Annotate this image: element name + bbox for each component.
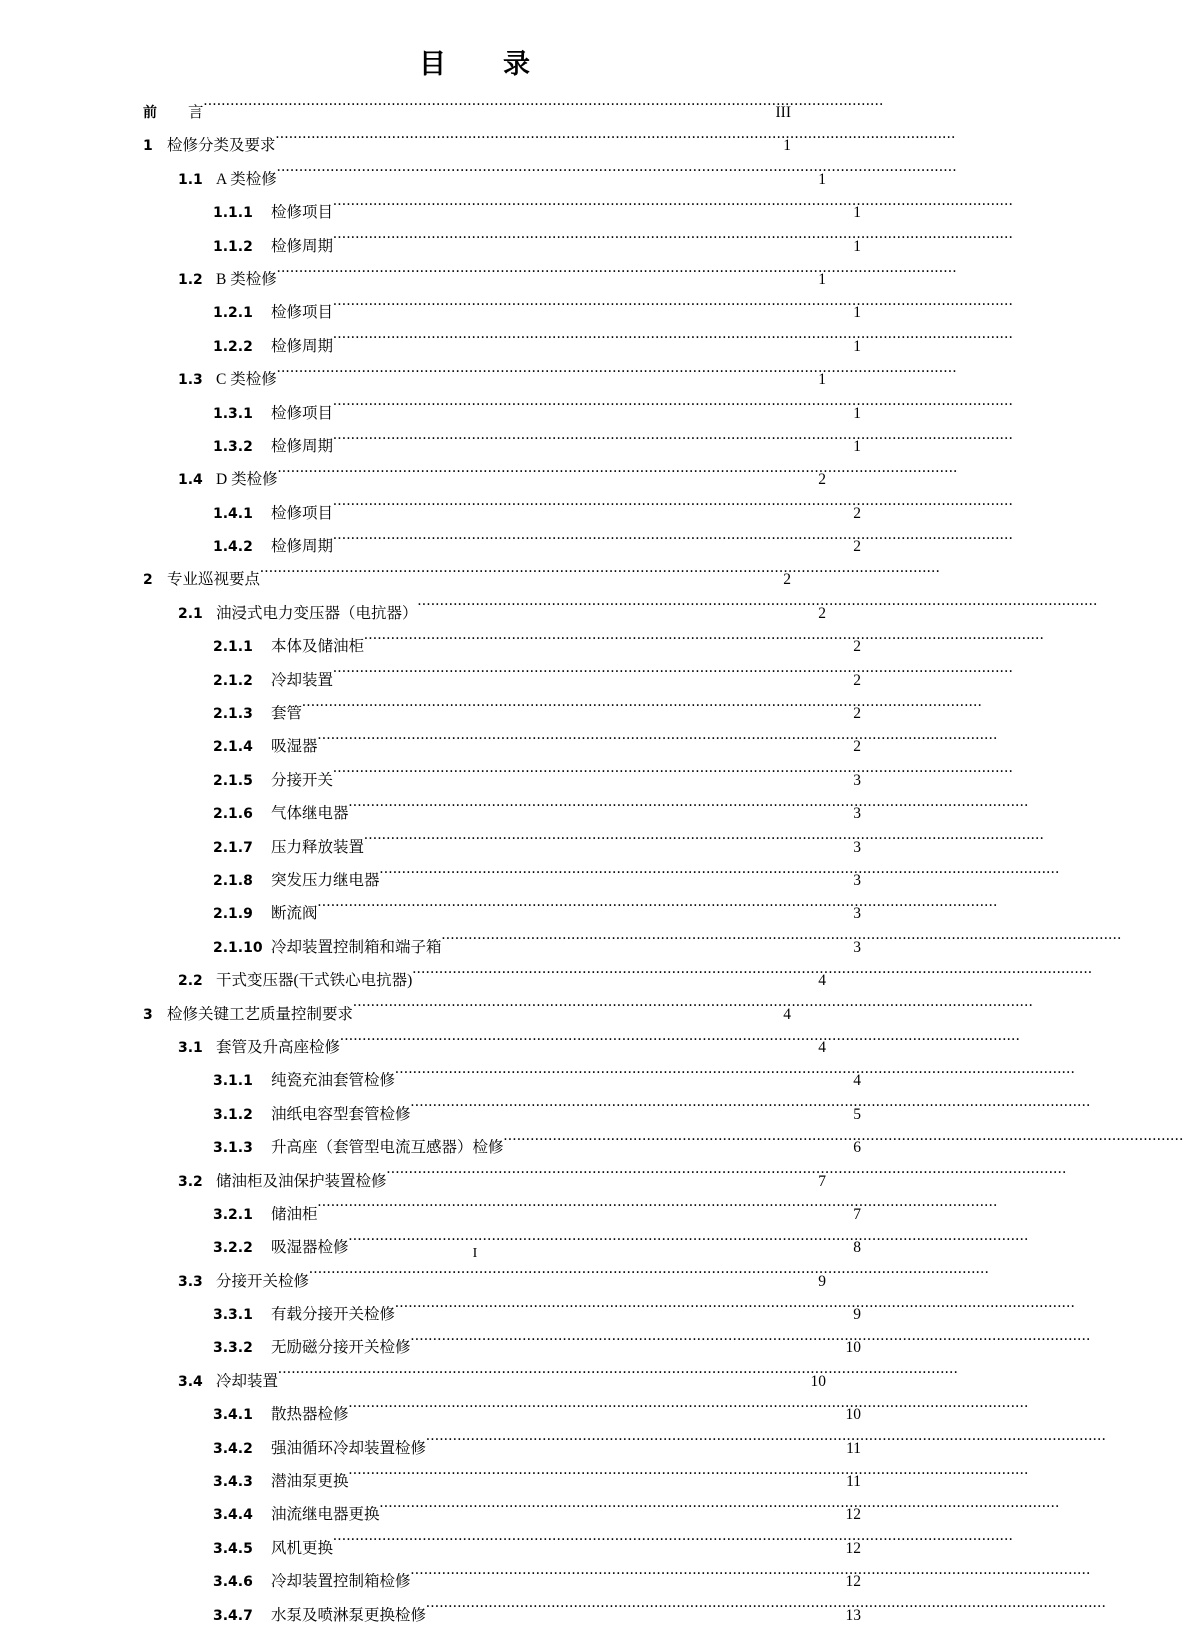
toc-leader-dots xyxy=(333,536,846,552)
toc-entry-page-number: 2 xyxy=(853,504,861,522)
toc-entry-number: 1.2.1 xyxy=(213,305,253,322)
toc-leader-dots xyxy=(333,202,846,218)
toc-entry-label: 散热器检修 xyxy=(271,1406,349,1424)
toc-entry-label: 分接开关 xyxy=(271,771,334,789)
toc-entry-label: 断流阀 xyxy=(271,905,318,923)
toc-entry-number: 3.3 xyxy=(178,1273,203,1290)
toc-leader-dots xyxy=(353,1003,776,1019)
toc-entry-label: 压力释放装置 xyxy=(271,838,365,856)
toc-entry-number: 1.3 xyxy=(178,372,203,389)
toc-entry-page-number: 3 xyxy=(853,771,861,789)
toc-entry-page-number: 11 xyxy=(846,1473,861,1491)
toc-entry-number: 1.4.1 xyxy=(213,505,253,522)
toc-entry-number: 1.2 xyxy=(178,271,203,288)
toc-entry-page-number: III xyxy=(775,104,791,121)
toc-leader-dots xyxy=(349,1471,846,1487)
toc-entry-number: 1.3.1 xyxy=(213,405,253,422)
toc-entry-page-number: 1 xyxy=(783,137,791,155)
toc-entry-label: B 类检修 xyxy=(216,270,277,288)
toc-entry-page-number: 1 xyxy=(853,304,861,322)
toc-leader-dots xyxy=(504,1137,846,1153)
toc-entry-label: 纯瓷充油套管检修 xyxy=(271,1072,396,1090)
toc-leader-dots xyxy=(276,135,776,151)
toc-leader-dots xyxy=(333,1537,844,1553)
toc-entry-label: 吸湿器检修 xyxy=(271,1239,349,1257)
toc-entry-page-number: 1 xyxy=(818,371,826,389)
toc-entry-label: 油纸电容型套管检修 xyxy=(271,1105,411,1123)
toc-entry-number: 3.1.2 xyxy=(213,1106,253,1123)
toc-entry-label: 言 xyxy=(157,104,204,121)
toc-leader-dots xyxy=(277,268,811,284)
toc-entry-number: 3.1.3 xyxy=(213,1140,253,1157)
toc-entry-page-number: 3 xyxy=(853,938,861,956)
toc-leader-dots xyxy=(277,369,811,385)
toc-leader-dots xyxy=(411,1571,845,1587)
toc-entry-number: 1.3.2 xyxy=(213,438,253,455)
toc-entry-label: 储油柜 xyxy=(271,1205,318,1223)
toc-leader-dots xyxy=(333,435,846,451)
toc-leader-dots xyxy=(364,636,846,652)
toc-entry-label: 油浸式电力变压器（电抗器） xyxy=(216,604,418,622)
toc-leader-dots xyxy=(380,869,846,885)
toc-entry-page-number: 1 xyxy=(853,404,861,422)
toc-entry-label: 检修周期 xyxy=(271,437,334,455)
toc-leader-dots xyxy=(278,1370,809,1386)
toc-entry-number: 3.2.1 xyxy=(213,1206,253,1223)
toc-entry-number: 1.4 xyxy=(178,472,203,489)
toc-entry-label: 冷却装置 xyxy=(216,1372,279,1390)
toc-leader-dots xyxy=(418,602,811,618)
toc-leader-dots xyxy=(340,1036,811,1052)
toc-entry-label: 套管及升高座检修 xyxy=(216,1038,341,1056)
toc-leader-dots xyxy=(333,302,846,318)
toc-entry-page-number: 12 xyxy=(845,1506,861,1524)
toc-entry-number: 3.3.1 xyxy=(213,1307,253,1324)
toc-entry-page-number: 1 xyxy=(818,270,826,288)
toc-leader-dots xyxy=(411,1103,846,1119)
toc-entry-number: 1.4.2 xyxy=(213,539,253,556)
toc-leader-dots xyxy=(426,1437,845,1453)
toc-entry-page-number: 2 xyxy=(853,638,861,656)
toc-entry-number: 1.2.2 xyxy=(213,338,253,355)
toc-leader-dots xyxy=(333,335,846,351)
toc-entry-page-number: 10 xyxy=(845,1339,861,1357)
toc-entry-label: 无励磁分接开关检修 xyxy=(271,1339,411,1357)
toc-entry-page-number: 1 xyxy=(818,170,826,188)
toc-entry-label: 气体继电器 xyxy=(271,805,349,823)
toc-entry-label: 冷却装置控制箱和端子箱 xyxy=(271,938,442,956)
toc-entry-label: C 类检修 xyxy=(216,371,277,389)
toc-entry[interactable] xyxy=(143,1599,861,1632)
toc-leader-dots xyxy=(333,402,846,418)
toc-leader-dots xyxy=(411,1337,845,1353)
toc-entry-label: 分接开关检修 xyxy=(216,1272,310,1290)
toc-entry-page-number: 6 xyxy=(853,1139,861,1157)
toc-leader-dots xyxy=(349,1404,845,1420)
toc-entry-label: 本体及储油柜 xyxy=(271,638,365,656)
toc-leader-dots xyxy=(333,769,846,785)
toc-entry-number: 2.1.2 xyxy=(213,672,253,689)
toc-entry-label: 套管 xyxy=(271,705,303,723)
toc-entry-page-number: 1 xyxy=(853,337,861,355)
toc-leader-dots xyxy=(395,1070,846,1086)
table-of-contents xyxy=(143,96,861,1632)
toc-leader-dots xyxy=(364,836,846,852)
toc-entry-number: 3.2 xyxy=(178,1173,203,1190)
toc-entry-page-number: 13 xyxy=(845,1606,861,1624)
toc-entry-page-number: 1 xyxy=(853,237,861,255)
toc-entry-label: 检修分类及要求 xyxy=(167,137,276,155)
toc-entry-page-number: 12 xyxy=(845,1573,861,1591)
toc-entry-page-number: 4 xyxy=(783,1005,791,1023)
toc-entry-label: 水泵及喷淋泵更换检修 xyxy=(271,1606,427,1624)
toc-leader-dots xyxy=(278,469,811,485)
toc-entry-page-number: 4 xyxy=(818,1038,826,1056)
toc-entry-number: 2.1.9 xyxy=(213,906,253,923)
toc-entry-label: 检修项目 xyxy=(271,204,334,222)
toc-entry-number: 1 xyxy=(143,138,153,155)
toc-entry-label: 检修项目 xyxy=(271,504,334,522)
toc-entry-number: 2.1 xyxy=(178,605,203,622)
toc-entry-number: 2.1.5 xyxy=(213,772,253,789)
toc-entry-page-number: 4 xyxy=(818,972,826,990)
toc-entry-label: 检修项目 xyxy=(271,304,334,322)
toc-entry-page-number: 11 xyxy=(846,1439,861,1457)
toc-entry-page-number: 3 xyxy=(853,805,861,823)
toc-entry-number: 2.1.3 xyxy=(213,706,253,723)
toc-leader-dots xyxy=(302,703,846,719)
toc-entry-number: 3.1.1 xyxy=(213,1073,253,1090)
toc-leader-dots xyxy=(442,936,846,952)
toc-entry-number: 前 xyxy=(143,105,157,121)
toc-leader-dots xyxy=(395,1304,846,1320)
toc-entry-number: 1.1.2 xyxy=(213,238,253,255)
toc-leader-dots xyxy=(333,669,846,685)
toc-entry-label: 风机更换 xyxy=(271,1539,334,1557)
toc-entry-label: 储油柜及油保护装置检修 xyxy=(216,1172,387,1190)
toc-entry-label: 专业巡视要点 xyxy=(167,571,261,589)
toc-entry-label: 冷却装置 xyxy=(271,671,334,689)
toc-entry-number: 2.1.6 xyxy=(213,806,253,823)
toc-leader-dots xyxy=(277,168,811,184)
toc-entry-number: 3.1 xyxy=(178,1039,203,1056)
toc-entry-label: D 类检修 xyxy=(216,471,278,489)
toc-entry-number: 2.1.1 xyxy=(213,639,253,656)
toc-entry-page-number: 9 xyxy=(818,1272,826,1290)
toc-entry-page-number: 4 xyxy=(853,1072,861,1090)
toc-entry-page-number: 9 xyxy=(853,1306,861,1324)
toc-entry-label: 潜油泵更换 xyxy=(271,1473,349,1491)
toc-entry-page-number: 2 xyxy=(853,738,861,756)
toc-leader-dots xyxy=(387,1170,811,1186)
toc-entry-number: 2.1.7 xyxy=(213,839,253,856)
toc-entry-number: 2.1.8 xyxy=(213,872,253,889)
toc-entry-page-number: 12 xyxy=(845,1539,861,1557)
toc-entry-page-number: 2 xyxy=(853,538,861,556)
toc-leader-dots xyxy=(318,736,846,752)
toc-entry-page-number: 10 xyxy=(845,1406,861,1424)
toc-leader-dots xyxy=(309,1270,811,1286)
toc-entry-number: 3.4.6 xyxy=(213,1574,253,1591)
toc-entry-page-number: 2 xyxy=(818,471,826,489)
toc-entry-page-number: 7 xyxy=(818,1172,826,1190)
toc-entry-page-number: 1 xyxy=(853,204,861,222)
toc-entry-label: 干式变压器(干式铁心电抗器) xyxy=(216,972,413,990)
toc-entry-label: 强油循环冷却装置检修 xyxy=(271,1439,427,1457)
toc-entry-page-number: 3 xyxy=(853,871,861,889)
toc-entry-page-number: 3 xyxy=(853,838,861,856)
toc-entry-number: 3.2.2 xyxy=(213,1240,253,1257)
toc-entry-label: 检修项目 xyxy=(271,404,334,422)
toc-leader-dots xyxy=(333,235,846,251)
toc-entry-number: 3.3.2 xyxy=(213,1340,253,1357)
toc-entry-page-number: 8 xyxy=(853,1239,861,1257)
toc-entry-page-number: 2 xyxy=(853,671,861,689)
toc-leader-dots xyxy=(380,1504,845,1520)
toc-entry-number: 3.4.1 xyxy=(213,1407,253,1424)
toc-entry-label: 冷却装置控制箱检修 xyxy=(271,1573,411,1591)
toc-leader-dots xyxy=(412,970,811,986)
toc-entry-page-number: 2 xyxy=(853,705,861,723)
toc-leader-dots xyxy=(318,1203,846,1219)
toc-leader-dots xyxy=(333,502,846,518)
toc-entry-number: 1.1.1 xyxy=(213,205,253,222)
toc-entry-number: 3.4.3 xyxy=(213,1474,253,1491)
toc-entry-page-number: 2 xyxy=(783,571,791,589)
toc-entry-label: A 类检修 xyxy=(216,170,277,188)
toc-entry-number: 3.4 xyxy=(178,1373,203,1390)
page-number-folio: I xyxy=(472,1246,478,1261)
toc-leader-dots xyxy=(204,102,775,118)
toc-entry-number: 3.4.4 xyxy=(213,1507,253,1524)
toc-entry-number: 1.1 xyxy=(178,171,203,188)
toc-leader-dots xyxy=(260,569,776,585)
toc-entry-page-number: 1 xyxy=(853,437,861,455)
toc-entry-number: 2.1.10 xyxy=(213,939,263,956)
toc-leader-dots xyxy=(349,803,846,819)
toc-entry-page-number: 2 xyxy=(818,604,826,622)
toc-leader-dots xyxy=(318,903,846,919)
toc-entry-number: 3 xyxy=(143,1006,153,1023)
toc-entry-label: 检修周期 xyxy=(271,538,334,556)
toc-entry-label: 吸湿器 xyxy=(271,738,318,756)
toc-entry-label: 检修周期 xyxy=(271,237,334,255)
toc-entry-page-number: 10 xyxy=(810,1372,826,1390)
toc-entry-label: 检修关键工艺质量控制要求 xyxy=(167,1005,354,1023)
toc-entry-number: 3.4.7 xyxy=(213,1607,253,1624)
toc-entry-page-number: 3 xyxy=(853,905,861,923)
toc-entry-number: 2.2 xyxy=(178,973,203,990)
toc-entry-label: 有载分接开关检修 xyxy=(271,1306,396,1324)
toc-entry-number: 2 xyxy=(143,572,153,589)
toc-entry-page-number: 5 xyxy=(853,1105,861,1123)
page-title: 目 录 xyxy=(419,49,531,80)
toc-entry-number: 2.1.4 xyxy=(213,739,253,756)
toc-entry-label: 升高座（套管型电流互感器）检修 xyxy=(271,1139,504,1157)
toc-entry-number: 3.4.2 xyxy=(213,1440,253,1457)
toc-entry-label: 突发压力继电器 xyxy=(271,871,380,889)
toc-entry-page-number: 7 xyxy=(853,1205,861,1223)
toc-entry-label: 检修周期 xyxy=(271,337,334,355)
toc-entry-number: 3.4.5 xyxy=(213,1540,253,1557)
toc-entry-label: 油流继电器更换 xyxy=(271,1506,380,1524)
toc-leader-dots xyxy=(426,1604,844,1620)
